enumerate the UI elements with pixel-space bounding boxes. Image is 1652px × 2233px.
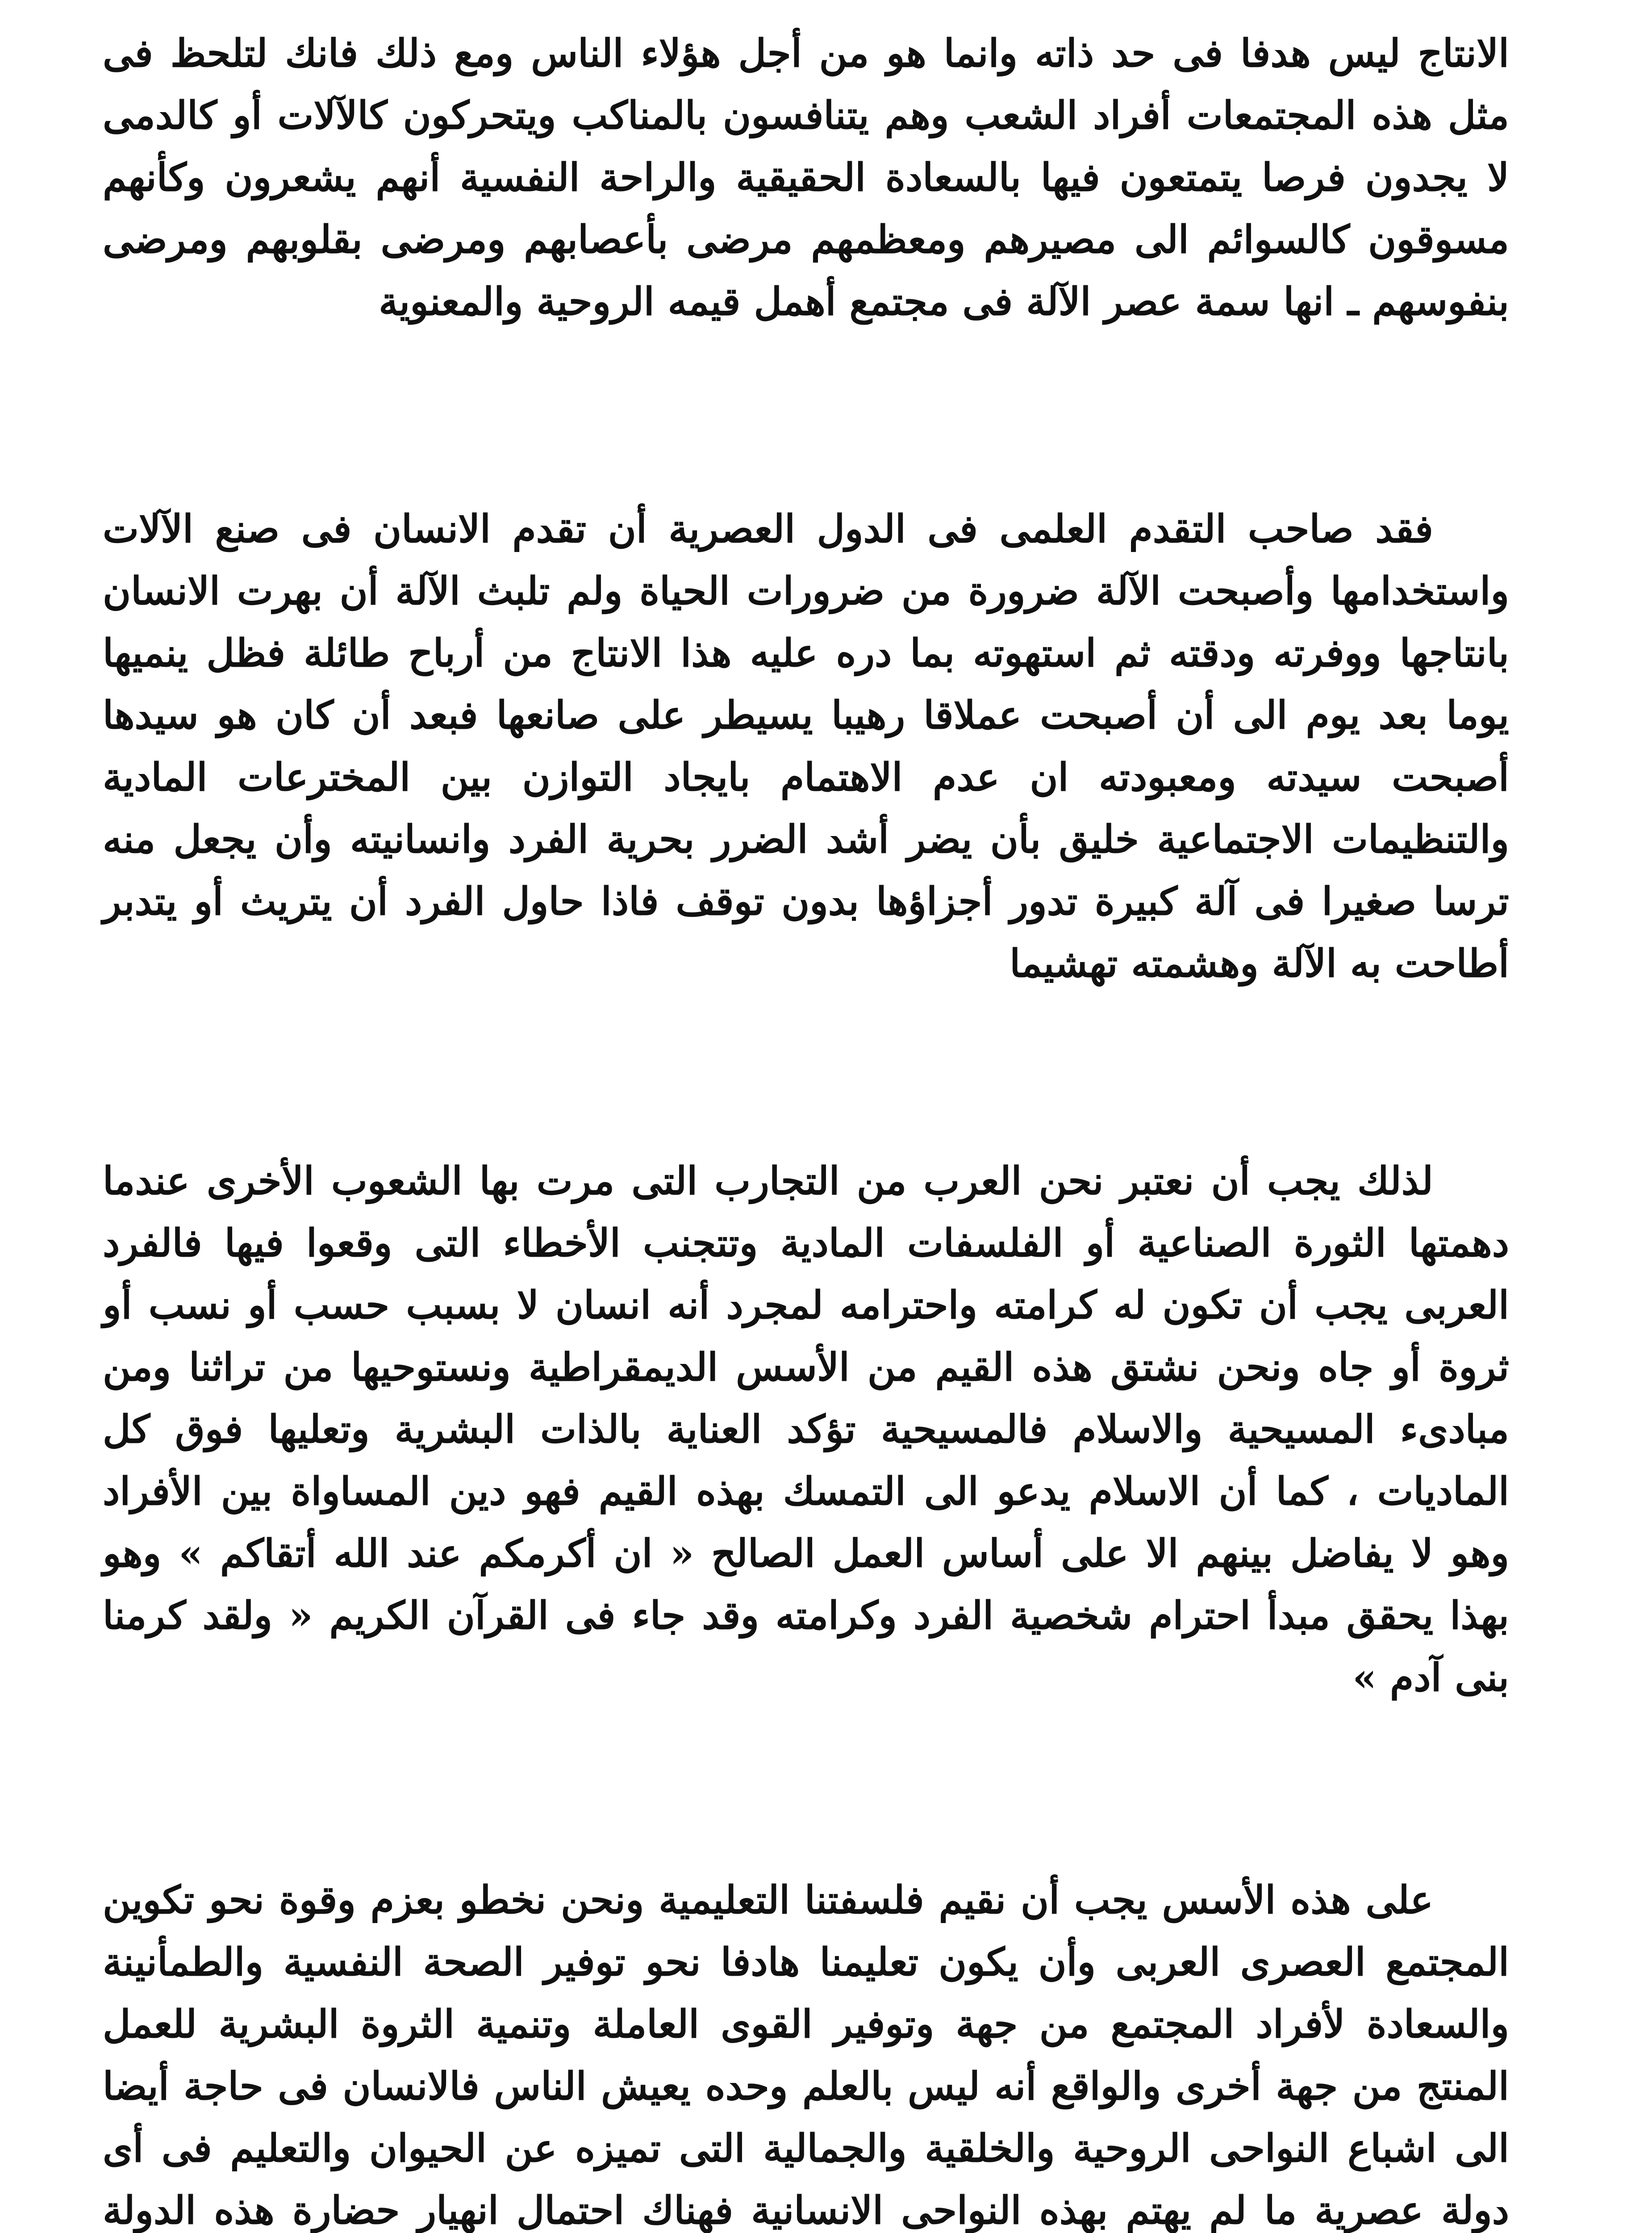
paragraph-4: على هذه الأسس يجب أن نقيم فلسفتنا التعليمية ونحن نخطو بعزم وقوة نحو تكوين المجتمع العصرى العربى وأن يكون تعليمنا هادفا نحو توفير الصحة النفسية والطمأنينة والسعادة لأفراد المجتمع من جهة وتوفير القوى العاملة وتنمية الثروة البشرية للعمل المنتج من جهة أخرى والواقع أنه ليس بالعلم وحده يعيش الناس فالانسان فى حاجة أيضا الى اشباع النواحى الروحية والخلقية والجمالية التى تميزه عن الحيوان والتعليم فى أى دولة عصرية ما لم يهتم بهذه النواحى الانسانية فهناك احتمال انهيار حضارة هذه الدولة (103, 1878, 1509, 2233)
body-text-block-1 (103, 22, 1509, 333)
paragraph-1: الانتاج ليس هدفا فى حد ذاته وانما هو من أجل هؤلاء الناس ومع ذلك فانك لتلحظ فى مثل هذه المجتمعات أفراد الشعب وهم يتنافسون بالمناكب ويتحركون كالآلات أو كالدمى لا يجدون فرصا يتمتعون فيها بالسعادة الحقيقية والراحة النفسية أنهم يشعرون وكأنهم مسوقون كالسوائم الى مصيرهم ومعظمهم مرضى بأعصابهم ومرضى بقلوبهم ومرضى بنفوسهم ـ انها سمة عصر الآلة فى مجتمع أهمل قيمه الروحية والمعنوية (103, 31, 1509, 324)
body-text-block-3 (103, 1150, 1509, 1709)
body-text-block-4 (103, 1869, 1509, 2233)
paragraph-3: لذلك يجب أن نعتبر نحن العرب من التجارب التى مرت بها الشعوب الأخرى عندما دهمتها الثورة الصناعية أو الفلسفات المادية وتتجنب الأخطاء التى وقعوا فيها فالفرد العربى يجب أن تكون له كرامته واحترامه لمجرد أنه انسان لا بسبب حسب أو نسب أو ثروة أو جاه ونحن نشتق هذه القيم من الأسس الديمقراطية ونستوحيها من تراثنا ومن مبادىء المسيحية والاسلام فالمسيحية تؤكد العناية بالذات البشرية وتعليها فوق كل الماديات ، كما أن الاسلام يدعو الى التمسك بهذه القيم فهو دين المساواة بين الأفراد وهو لا يفاضل بينهم الا على أساس العمل الصالح « ان أكرمكم عند الله أتقاكم » وهو بهذا يحقق مبدأ احترام شخصية الفرد وكرامته وقد جاء فى القرآن الكريم « ولقد كرمنا بنى آدم » (103, 1158, 1509, 1700)
paragraph-2: فقد صاحب التقدم العلمى فى الدول العصرية أن تقدم الانسان فى صنع الآلات واستخدامها وأصبحت الآلة ضرورة من ضرورات الحياة ولم تلبث الآلة أن بهرت الانسان بانتاجها ووفرته ودقته ثم استهوته بما دره عليه هذا الانتاج من أرباح طائلة فظل ينميها يوما بعد يوم الى أن أصبحت عملاقا رهيبا يسيطر على صانعها فبعد أن كان هو سيدها أصبحت سيدته ومعبودته ان عدم الاهتمام بايجاد التوازن بين المخترعات المادية والتنظيمات الاجتماعية خليق بأن يضر أشد الضرر بحرية الفرد وانسانيته وأن يجعل منه ترسا صغيرا فى آلة كبيرة تدور أجزاؤها بدون توقف فاذا حاول الفرد أن يتريث أو يتدبر أطاحت به الآلة وهشمته تهشيما (103, 506, 1509, 986)
body-text-block-2 (103, 498, 1509, 995)
